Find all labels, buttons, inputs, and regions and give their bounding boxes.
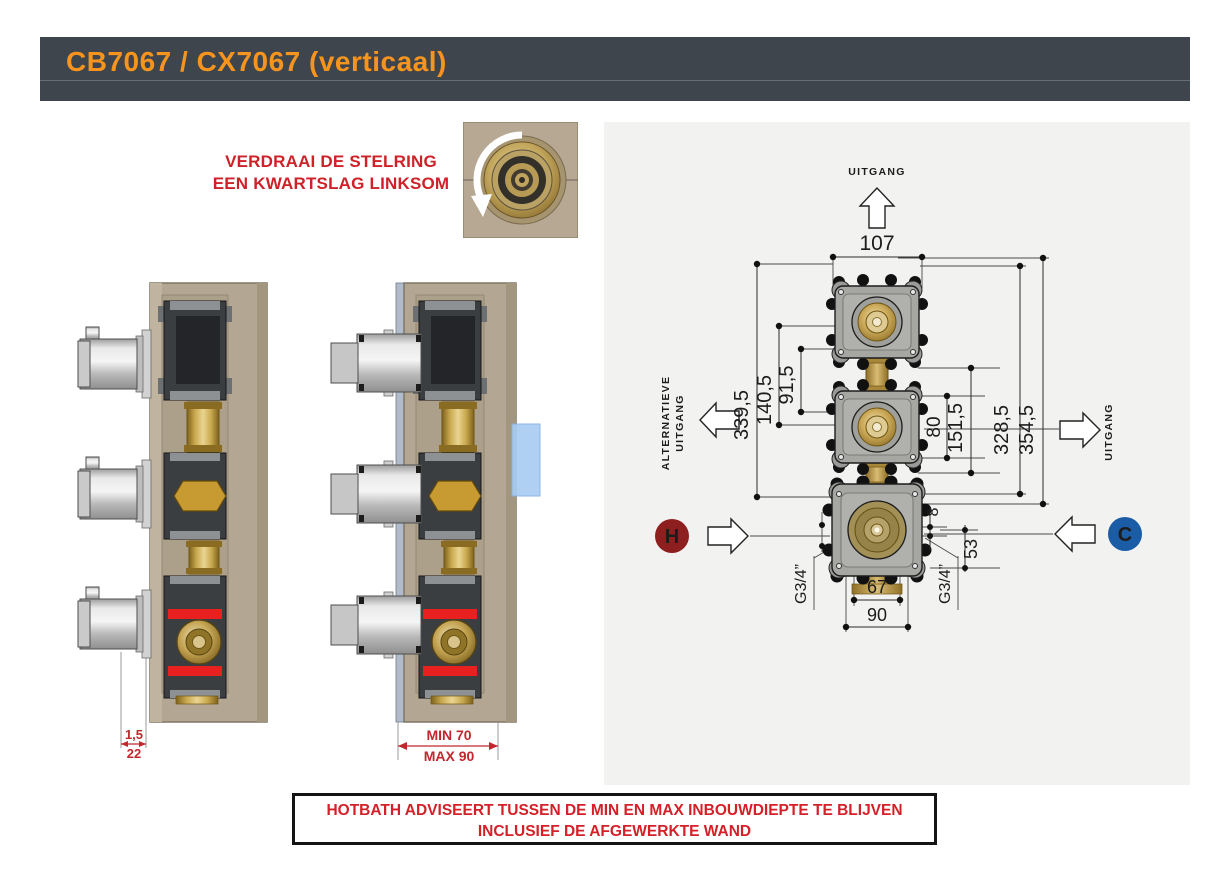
brass-connector-4 <box>441 541 477 574</box>
up-arrow-icon <box>860 188 894 228</box>
thread-left-label: G3/4” <box>793 563 810 605</box>
brass-connector-2 <box>186 541 222 574</box>
dim-22-label: 22 <box>126 746 142 761</box>
tile-marker <box>512 424 540 496</box>
dim-91-label: 91,5 <box>776 365 798 405</box>
title-bar-divider <box>40 80 1190 81</box>
valve-module-middle-2 <box>419 453 481 539</box>
dim-1-5-label: 1,5 <box>124 727 144 742</box>
thermostat-module-2 <box>419 576 481 704</box>
red-stripe <box>168 666 222 676</box>
valve-module-top-2 <box>413 301 487 400</box>
dim-339-label: 339,5 <box>731 389 753 441</box>
instruction-line-1: VERDRAAI DE STELRING <box>225 152 437 171</box>
handles-raw-wall <box>78 327 151 658</box>
stelring-image <box>463 122 578 238</box>
red-stripe <box>423 666 477 676</box>
instruction-text <box>203 151 459 195</box>
hot-label: H <box>664 526 680 548</box>
advisory-note <box>292 793 937 845</box>
right-arrow-hot-icon <box>708 519 748 553</box>
section-views <box>60 278 570 770</box>
dim-min70-label: MIN 70 <box>426 727 472 743</box>
dim-wall-thickness <box>121 727 146 761</box>
dim-install-depth <box>398 722 498 764</box>
cold-label: C <box>1117 524 1133 546</box>
brass-connector-3 <box>439 402 477 452</box>
valve-module-top <box>158 301 232 400</box>
advisory-line-2: INCLUSIEF DE AFGEWERKTE WAND <box>477 823 752 840</box>
valve-module-middle <box>164 453 226 539</box>
instruction-line-2: EEN KWARTSLAG LINKSOM <box>212 174 450 193</box>
dimension-diagram <box>604 122 1190 785</box>
section-view-raw-wall <box>78 283 267 761</box>
red-stripe <box>168 609 222 619</box>
alt-outlet-label-2: UITGANG <box>674 394 686 452</box>
dim-107-label: 107 <box>859 232 895 255</box>
dim-67-label: 67 <box>866 577 888 597</box>
thermostat-module <box>164 576 226 704</box>
brass-hex-nut <box>174 481 226 511</box>
dim-80-label: 80 <box>924 416 945 438</box>
page-title: CB7067 / CX7067 (verticaal) <box>66 46 447 77</box>
dim-8-label: 8 <box>925 507 942 517</box>
dimension-diagram-panel <box>604 122 1190 785</box>
brass-connector <box>184 402 222 452</box>
alt-outlet-label-1: ALTERNATIEVE <box>660 375 672 471</box>
dim-53-label: 53 <box>961 538 981 560</box>
section-view-finished-wall <box>331 283 540 764</box>
dim-max90-label: MAX 90 <box>423 748 475 764</box>
right-arrow-icon <box>1060 413 1100 447</box>
thread-right-label: G3/4” <box>937 563 954 605</box>
advisory-line-1: HOTBATH ADVISEERT TUSSEN DE MIN EN MAX INBOUWDIEPTE TE BLIJVEN <box>326 802 903 819</box>
outlet-top-label: UITGANG <box>848 166 906 178</box>
handles-finished-wall <box>331 330 421 658</box>
dim-328-label: 328,5 <box>991 404 1013 456</box>
outlet-right-label: UITGANG <box>1103 403 1115 461</box>
inbuilt-valve-front-view <box>823 274 932 594</box>
dim-151-label: 151,5 <box>945 402 967 454</box>
dim-90-label: 90 <box>866 605 888 625</box>
red-stripe <box>423 609 477 619</box>
dim-354-label: 354,5 <box>1016 404 1038 456</box>
brass-hex-nut-2 <box>429 481 481 511</box>
title-bar <box>40 37 1190 101</box>
dim-140-label: 140,5 <box>754 374 776 426</box>
left-arrow-cold-icon <box>1055 517 1095 551</box>
